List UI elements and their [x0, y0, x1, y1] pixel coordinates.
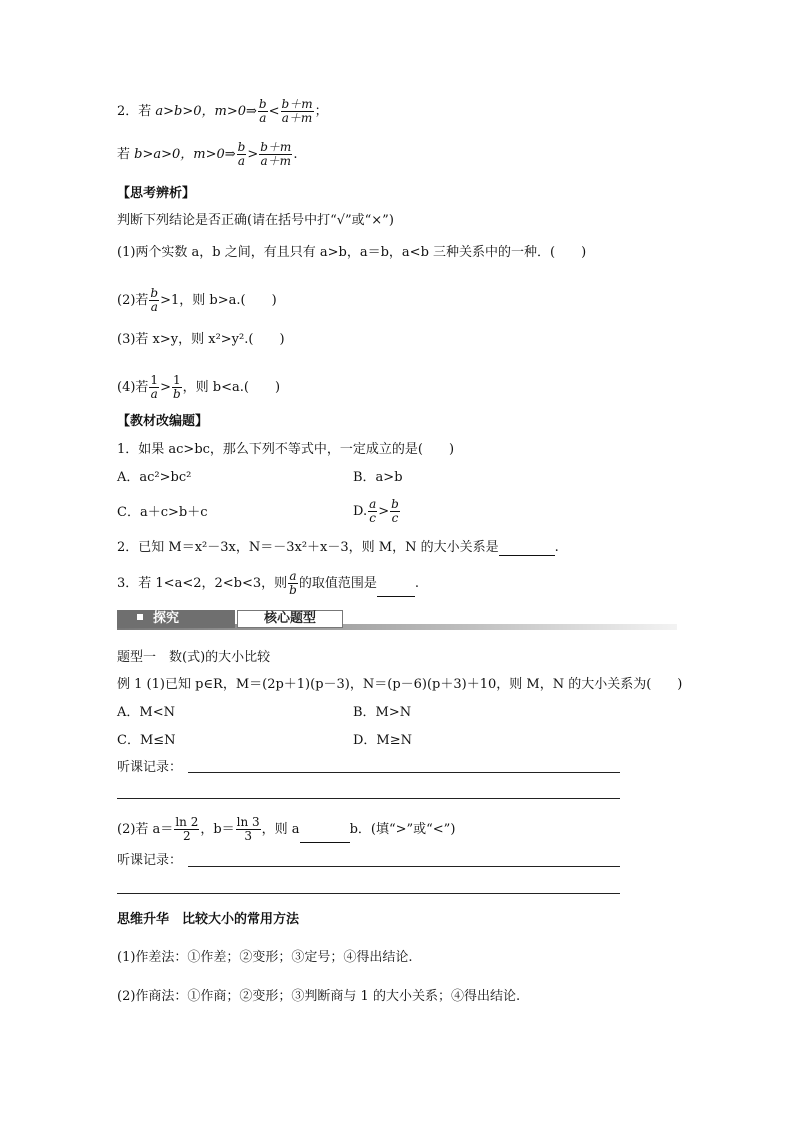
notes-label: 听课记录： — [117, 853, 183, 868]
question-text: (4)若 — [117, 380, 149, 395]
fraction-denominator: b — [289, 583, 297, 597]
question-text: ，则 a — [261, 822, 300, 837]
fraction-denominator: b — [172, 387, 181, 401]
option-c: C．a＋c>b＋c — [117, 505, 208, 520]
section-banner — [117, 610, 677, 630]
option-b: B．a>b — [353, 470, 403, 485]
fraction-numerator: a — [289, 569, 297, 583]
question-text: (2)若 a＝ — [117, 822, 174, 837]
punctuation: . — [414, 576, 419, 591]
property-text: 2．若 — [117, 104, 156, 119]
fraction-denominator: a — [150, 387, 158, 401]
fraction-denominator: a — [150, 300, 158, 314]
fraction — [288, 570, 298, 597]
summary-method-2: (2)作商法：①作商；②变形；③判断商与 1 的大小关系；④得出结论. — [117, 989, 521, 1004]
fraction-denominator: 3 — [244, 829, 252, 843]
question-text: 3．若 1<a<2，2<b<3，则 — [117, 576, 288, 591]
relation-sign: < — [268, 104, 280, 119]
fraction-numerator: 1 — [172, 373, 181, 387]
question-text: 的取值范围是 — [298, 576, 377, 591]
example-1-part-1: 例 1 (1)已知 p∈R，M＝(2p＋1)(p－3)，N＝(p－6)(p＋3)＋10，则 M，N 的大小关系为( ) — [117, 677, 683, 692]
question-text: ，b＝ — [200, 822, 235, 837]
fraction-numerator: ln 3 — [236, 815, 260, 829]
question-text: (2)若 — [117, 293, 149, 308]
fraction — [281, 98, 314, 125]
punctuation: . — [293, 147, 298, 162]
think-question-4 — [117, 374, 280, 401]
textbook-question-3 — [117, 570, 419, 597]
banner-tab-label: 探究 — [153, 611, 180, 626]
relation-sign: > — [247, 147, 259, 162]
notes-line[interactable] — [188, 772, 620, 773]
answer-blank[interactable] — [300, 829, 350, 843]
fraction — [237, 141, 247, 168]
option-d — [353, 498, 401, 525]
question-text: >1，则 b>a.( ) — [160, 293, 277, 308]
fraction-denominator: c — [369, 511, 377, 525]
banner-tab-core: 核心题型 — [237, 610, 343, 628]
option-label: D. — [353, 504, 368, 519]
fraction — [390, 498, 400, 525]
textbook-question-2 — [117, 540, 559, 556]
fraction-numerator: b — [237, 140, 246, 154]
fraction — [236, 816, 261, 843]
notes-label: 听课记录： — [117, 760, 183, 775]
question-text: 2．已知 M＝x²－3x，N＝－3x²＋x－3，则 M，N 的大小关系是 — [117, 540, 499, 555]
fraction — [149, 287, 159, 314]
question-text: ，则 b<a.( ) — [182, 380, 281, 395]
option-b: B．M>N — [353, 705, 412, 720]
think-question-3: (3)若 x>y，则 x²>y².( ) — [117, 332, 285, 347]
answer-blank[interactable] — [377, 583, 415, 597]
fraction-denominator: a＋m — [260, 154, 292, 168]
fraction — [258, 98, 268, 125]
punctuation: ； — [314, 104, 328, 119]
fraction — [259, 141, 292, 168]
notes-line[interactable] — [188, 866, 620, 867]
fraction-denominator: a — [237, 154, 246, 168]
notes-line[interactable] — [117, 798, 620, 799]
property-3-line — [117, 141, 297, 168]
fraction-denominator: a — [259, 111, 267, 125]
property-text: 若 — [117, 147, 135, 162]
answer-blank[interactable] — [499, 542, 555, 556]
fraction — [174, 816, 199, 843]
option-c: C．M≤N — [117, 733, 176, 748]
square-bullet-icon — [137, 614, 143, 620]
relation-sign: > — [160, 380, 171, 395]
property-text: b>a>0，m>0⇒ — [134, 147, 236, 162]
fraction — [172, 374, 182, 401]
type-title: 题型一 数(式)的大小比较 — [117, 650, 271, 665]
summary-title: 思维升华 比较大小的常用方法 — [117, 912, 300, 927]
think-question-1: (1)两个实数 a，b 之间，有且只有 a>b，a＝b，a<b 三种关系中的一种．( ) — [117, 245, 587, 260]
think-question-2 — [117, 287, 277, 314]
fraction — [149, 374, 159, 401]
textbook-heading: 【教材改编题】 — [117, 414, 209, 429]
fraction-numerator: b — [391, 497, 399, 511]
fraction-denominator: a＋m — [281, 111, 313, 125]
option-a: A．ac²>bc² — [117, 470, 192, 485]
question-text: b．(填“>”或“<”) — [349, 822, 456, 837]
fraction-numerator: ln 2 — [175, 815, 199, 829]
fraction-numerator: b — [150, 286, 159, 300]
fraction-numerator: b＋m — [281, 97, 313, 111]
example-1-part-2 — [117, 816, 455, 843]
think-instruction: 判断下列结论是否正确(请在括号中打“√”或“×”) — [117, 213, 394, 228]
fraction — [368, 498, 377, 525]
textbook-question-1: 1．如果 ac>bc，那么下列不等式中，一定成立的是( ) — [117, 442, 455, 457]
fraction-numerator: b — [258, 97, 267, 111]
punctuation: . — [554, 540, 559, 555]
relation-sign: > — [378, 504, 390, 519]
option-a: A．M<N — [117, 705, 175, 720]
summary-method-1: (1)作差法：①作差；②变形；③定号；④得出结论. — [117, 950, 413, 965]
fraction-numerator: 1 — [150, 373, 159, 387]
notes-line[interactable] — [117, 893, 620, 894]
fraction-denominator: c — [391, 511, 399, 525]
fraction-numerator: b＋m — [260, 140, 292, 154]
fraction-denominator: 2 — [183, 829, 191, 843]
property-2-line — [117, 98, 328, 125]
option-d: D．M≥N — [353, 733, 413, 748]
fraction-numerator: a — [369, 497, 377, 511]
think-heading: 【思考辨析】 — [117, 186, 196, 201]
banner-tab-explore — [117, 610, 235, 628]
property-text: a>b>0，m>0⇒ — [155, 104, 257, 119]
